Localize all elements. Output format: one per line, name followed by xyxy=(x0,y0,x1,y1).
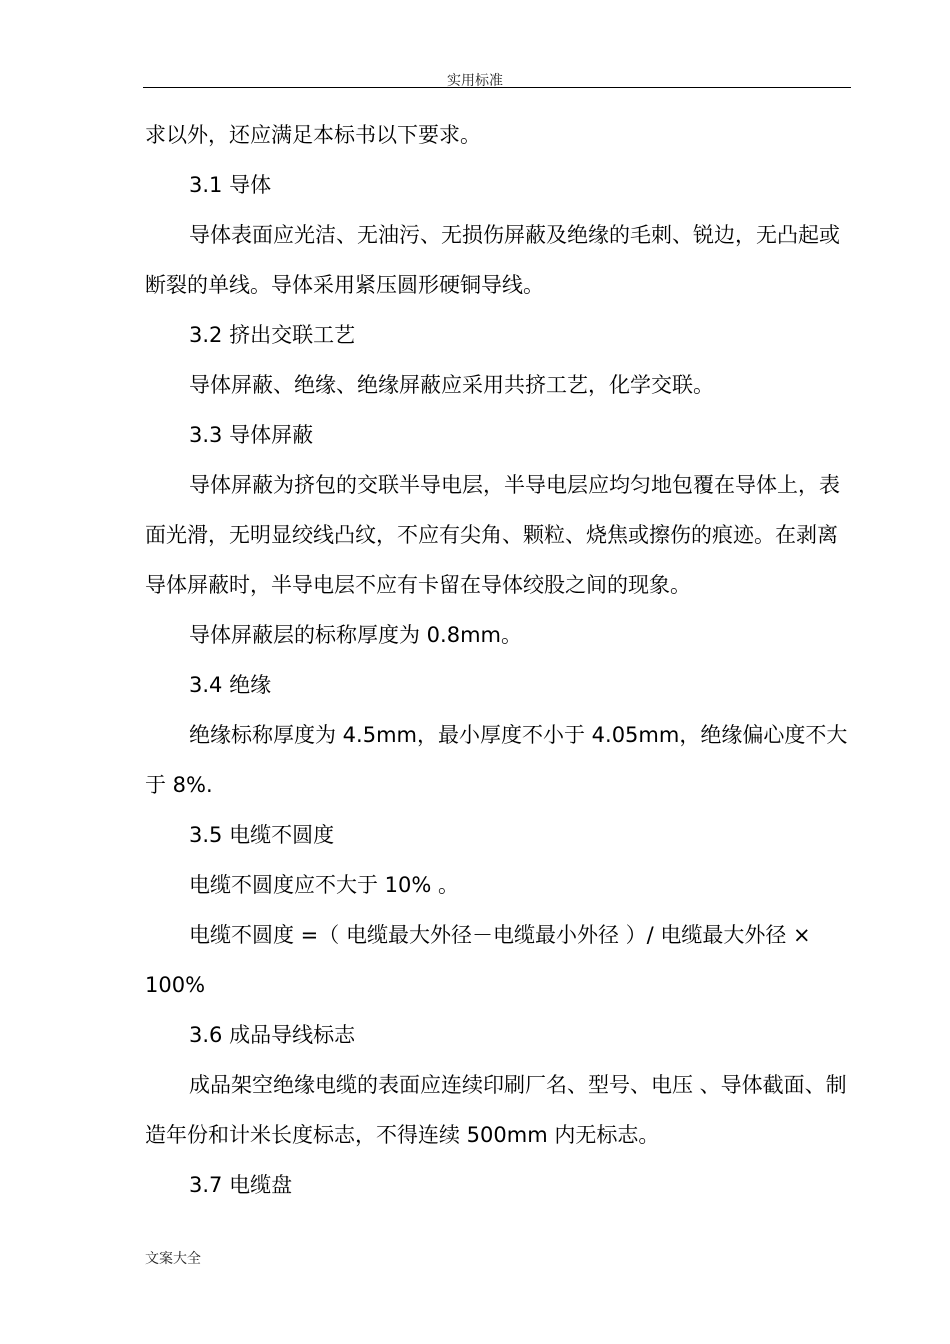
page-header: 实用标准 xyxy=(447,73,503,89)
section-heading-3-5: 3.5 电缆不圆度 xyxy=(189,823,335,847)
section-heading-3-6: 3.6 成品导线标志 xyxy=(189,1023,356,1047)
section-heading-3-3: 3.3 导体屏蔽 xyxy=(189,423,314,447)
paragraph-insulation: 绝缘标称厚度为 4.5mm，最小厚度不小于 4.05mm，绝缘偏心度不大于 8%. xyxy=(145,723,848,797)
section-heading-3-7: 3.7 电缆盘 xyxy=(189,1173,293,1197)
paragraph-extrusion: 导体屏蔽、绝缘、绝缘屏蔽应采用共挤工艺，化学交联。 xyxy=(189,373,714,397)
section-heading-3-4: 3.4 绝缘 xyxy=(189,673,272,697)
paragraph-ovality-limit: 电缆不圆度应不大于 10% 。 xyxy=(189,873,460,897)
paragraph-shield-thickness: 导体屏蔽层的标称厚度为 0.8mm。 xyxy=(189,623,522,647)
paragraph-conductor: 导体表面应光洁、无油污、无损伤屏蔽及绝缘的毛刺、锐边，无凸起或断裂的单线。导体采用紧压圆形硬铜导线。 xyxy=(145,223,840,297)
paragraph-continuation: 求以外，还应满足本标书以下要求。 xyxy=(145,123,481,147)
paragraph-conductor-shield: 导体屏蔽为挤包的交联半导电层，半导电层应均匀地包覆在导体上，表面光滑，无明显绞线凸纹，不应有尖角、颗粒、烧焦或擦伤的痕迹。在剥离导体屏蔽时，半导电层不应有卡留在导体绞股之间的现象。 xyxy=(145,473,840,597)
paragraph-ovality-formula: 电缆不圆度 =（ 电缆最大外径－电缆最小外径 ）/ 电缆最大外径 × 100% xyxy=(145,923,811,997)
section-heading-3-1: 3.1 导体 xyxy=(189,173,272,197)
header-divider xyxy=(143,87,851,88)
document-body xyxy=(145,110,851,1210)
section-heading-3-2: 3.2 挤出交联工艺 xyxy=(189,323,356,347)
page-footer: 文案大全 xyxy=(145,1251,201,1267)
paragraph-marking: 成品架空绝缘电缆的表面应连续印刷厂名、型号、电压 、导体截面、制造年份和计米长度标志，不得连续 500mm 内无标志。 xyxy=(145,1073,847,1147)
